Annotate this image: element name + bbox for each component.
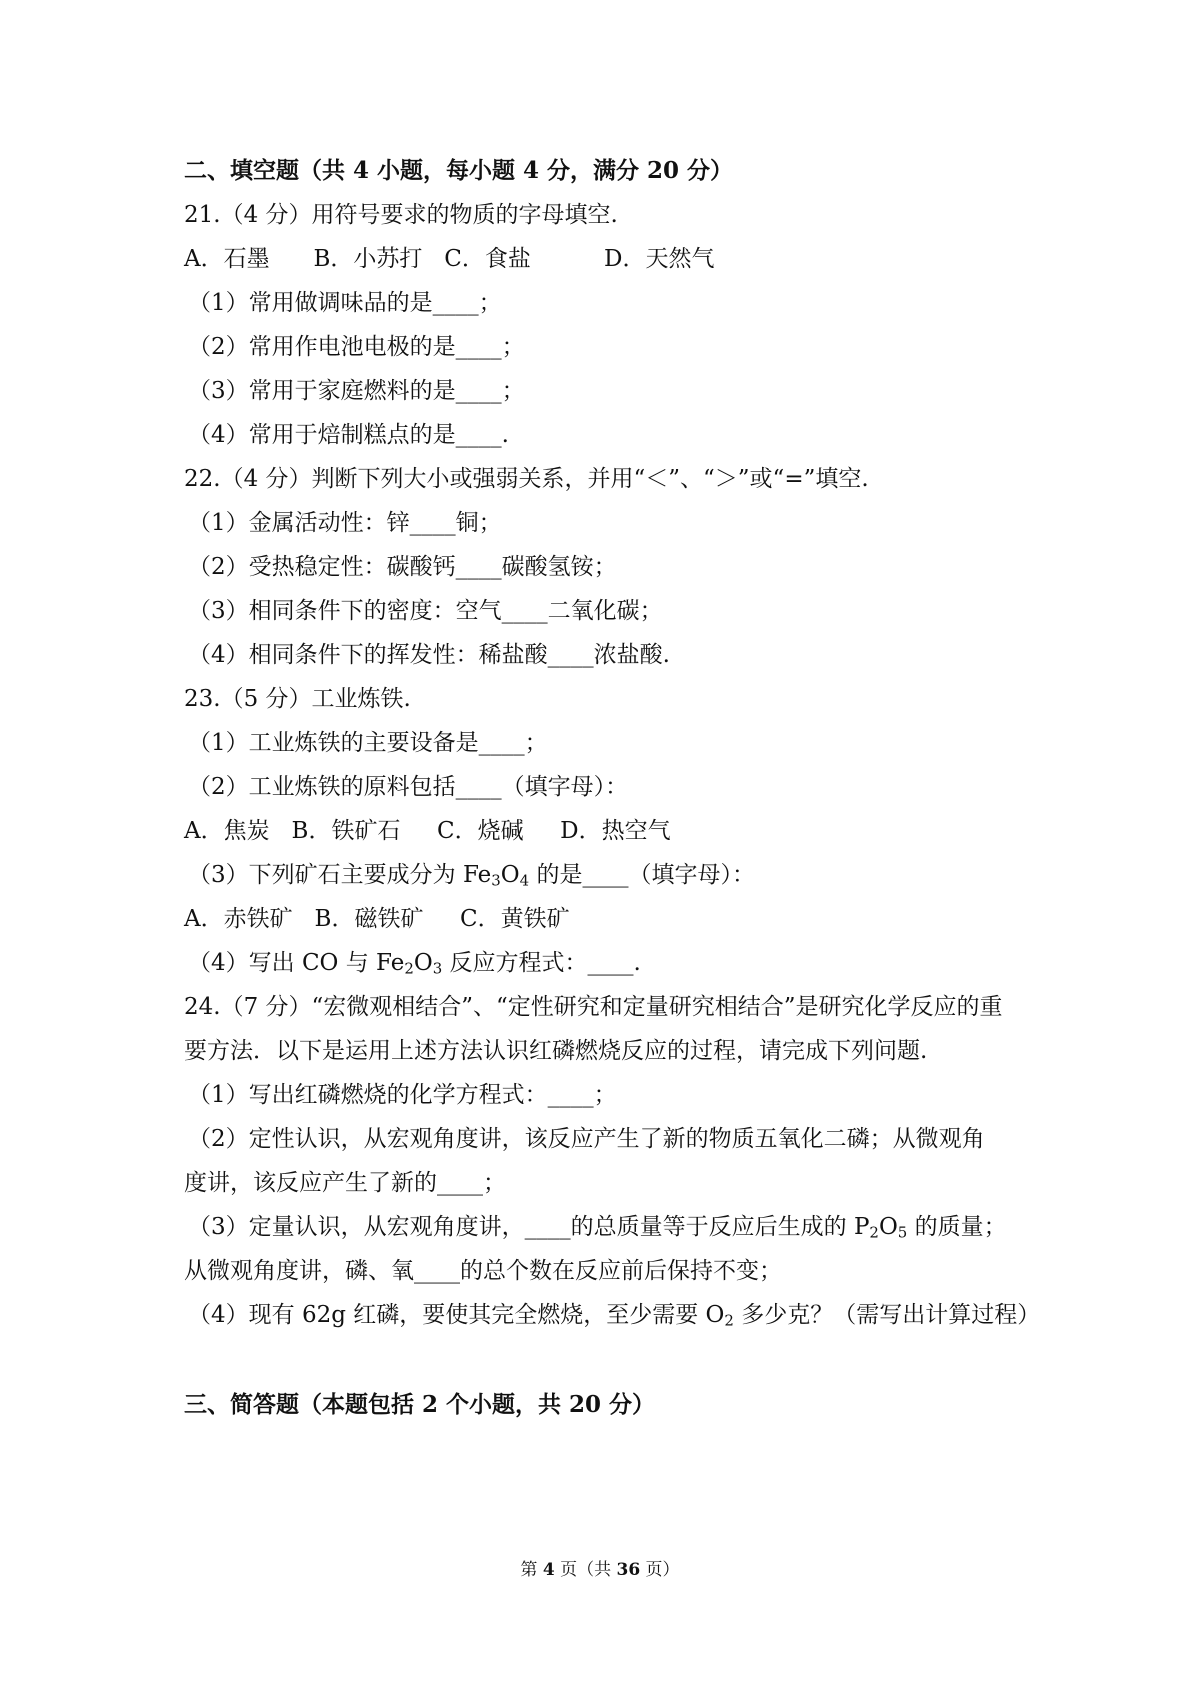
text-segment: 反应方程式：____. xyxy=(442,950,641,976)
text-segment: O xyxy=(878,1214,898,1240)
question-23-stem: 23.（5 分）工业炼铁. xyxy=(184,686,411,712)
page-number: 4 xyxy=(542,1560,555,1580)
question-24-item-4 xyxy=(188,1300,1040,1330)
question-22-stem: 22.（4 分）判断下列大小或强弱关系，并用“＜”、“＞”或“=”填空. xyxy=(184,466,869,492)
question-21-item-4: （4）常用于焙制糕点的是____. xyxy=(188,422,509,448)
question-22-item-3: （3）相同条件下的密度：空气____二氧化碳； xyxy=(188,598,663,624)
question-23-item-2-options: A．焦炭 B．铁矿石 C．烧碱 D．热空气 xyxy=(184,818,671,844)
subscript: 5 xyxy=(897,1223,908,1242)
subscript: 3 xyxy=(432,959,443,978)
question-21-item-1: （1）常用做调味品的是____； xyxy=(188,290,502,316)
footer-text: 页（共 xyxy=(554,1560,617,1580)
question-24-stem-line-1: 24.（7 分）“宏微观相结合”、“定性研究和定量研究相结合”是研究化学反应的重 xyxy=(184,994,1003,1020)
question-23-item-3 xyxy=(188,860,755,890)
text-segment: O xyxy=(413,950,433,976)
question-24-stem-line-2: 要方法．以下是运用上述方法认识红磷燃烧反应的过程，请完成下列问题. xyxy=(184,1038,928,1064)
page-footer xyxy=(0,1559,1200,1581)
section-2-heading: 二、填空题（共 4 小题，每小题 4 分，满分 20 分） xyxy=(184,157,734,184)
page-total: 36 xyxy=(616,1560,641,1580)
question-21-item-2: （2）常用作电池电极的是____； xyxy=(188,334,525,360)
question-22-item-4: （4）相同条件下的挥发性：稀盐酸____浓盐酸. xyxy=(188,642,670,668)
footer-text: 页） xyxy=(640,1560,680,1580)
question-21-stem: 21.（4 分）用符号要求的物质的字母填空. xyxy=(184,202,618,228)
question-23-item-4 xyxy=(188,948,641,978)
question-24-item-3-line-2: 从微观角度讲，磷、氧____的总个数在反应前后保持不变； xyxy=(184,1258,782,1284)
text-segment: O xyxy=(500,862,520,888)
question-24-item-2-line-2: 度讲，该反应产生了新的____； xyxy=(184,1170,506,1196)
text-segment: （4）现有 62g 红磷，要使其完全燃烧，至少需要 O xyxy=(188,1302,725,1328)
question-22-item-2: （2）受热稳定性：碳酸钙____碳酸氢铵； xyxy=(188,554,617,580)
subscript: 2 xyxy=(869,1223,879,1242)
question-24-item-1: （1）写出红磷燃烧的化学方程式：____； xyxy=(188,1082,617,1108)
subscript: 2 xyxy=(724,1311,734,1330)
text-segment: （4）写出 CO 与 Fe xyxy=(188,950,405,976)
subscript: 4 xyxy=(519,871,530,890)
text-segment: 多少克？（需写出计算过程） xyxy=(733,1302,1041,1328)
question-21-item-3: （3）常用于家庭燃料的是____； xyxy=(188,378,525,404)
question-24-item-2-line-1: （2）定性认识，从宏观角度讲，该反应产生了新的物质五氧化二磷；从微观角 xyxy=(188,1126,985,1152)
question-23-item-1: （1）工业炼铁的主要设备是____； xyxy=(188,730,548,756)
question-21-options: A．石墨 B．小苏打 C．食盐 D．天然气 xyxy=(184,246,715,272)
subscript: 2 xyxy=(404,959,414,978)
text-segment: 的是____（填字母）： xyxy=(529,862,755,888)
question-23-item-3-options: A．赤铁矿 B．磁铁矿 C．黄铁矿 xyxy=(184,906,570,932)
subscript: 3 xyxy=(491,871,501,890)
question-24-item-3-line-1 xyxy=(188,1212,1007,1242)
footer-text: 第 xyxy=(520,1560,543,1580)
section-3-heading: 三、简答题（本题包括 2 个小题，共 20 分） xyxy=(184,1391,656,1418)
question-23-item-2: （2）工业炼铁的原料包括____（填字母）： xyxy=(188,774,629,800)
text-segment: （3）下列矿石主要成分为 Fe xyxy=(188,862,492,888)
text-segment: 的质量； xyxy=(907,1214,1007,1240)
question-22-item-1: （1）金属活动性：锌____铜； xyxy=(188,510,502,536)
text-segment: （3）定量认识，从宏观角度讲，____的总质量等于反应后生成的 P xyxy=(188,1214,870,1240)
